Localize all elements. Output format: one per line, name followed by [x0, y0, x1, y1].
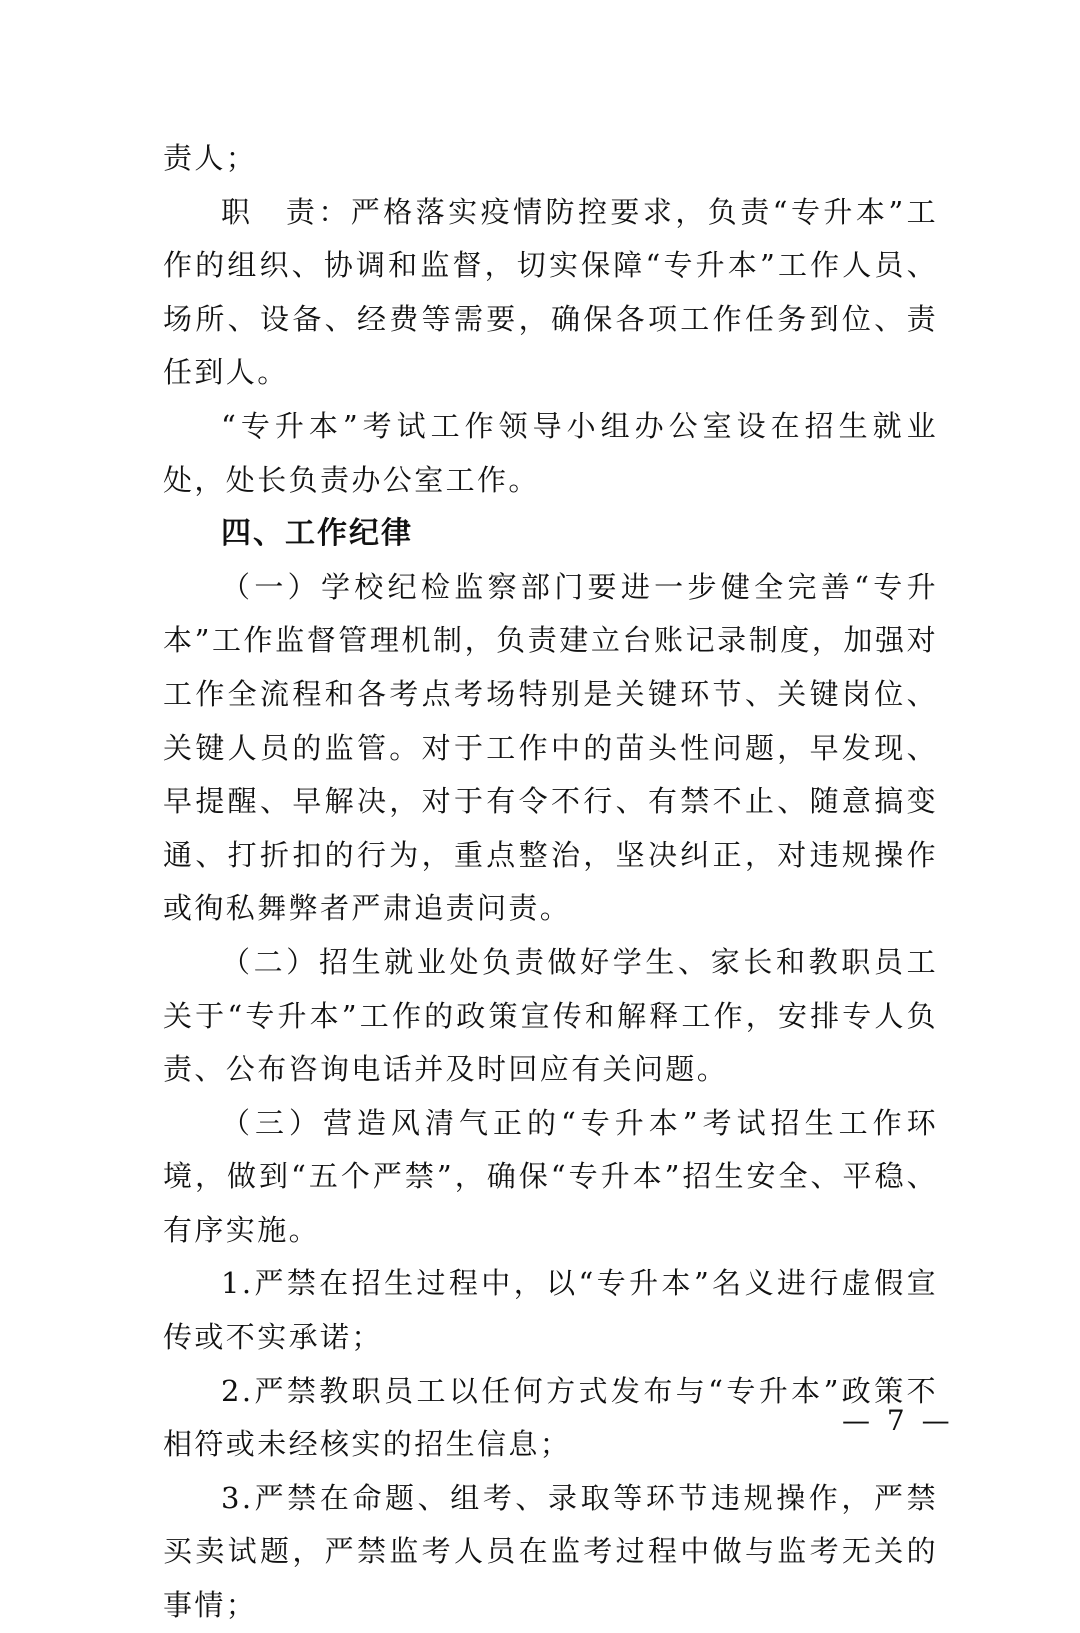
document-body	[163, 132, 938, 1633]
paragraph-prohibition-1: 1.严禁在招生过程中，以“专升本”名义进行虚假宣传或不实承诺；	[163, 1266, 938, 1355]
paragraph-prohibition-3: 3.严禁在命题、组考、录取等环节违规操作，严禁买卖试题，严禁监考人员在监考过程中做与监考无关的事情；	[163, 1480, 938, 1623]
paragraph-discipline-item-2: （二）招生就业处负责做好学生、家长和教职员工关于“专升本”工作的政策宣传和解释工作，安排专人负责、公布咨询电话并及时回应有关问题。	[163, 944, 938, 1087]
paragraph-discipline-item-3: （三）营造风清气正的“专升本”考试招生工作环境，做到“五个严禁”，确保“专升本”招生安全、平稳、有序实施。	[163, 1105, 938, 1247]
paragraph-discipline-item-1: （一）学校纪检监察部门要进一步健全完善“专升本”工作监督管理机制，负责建立台账记录制度，加强对工作全流程和各考点考场特别是关键环节、关键岗位、关键人员的监管。对于工作中的苗头性问题，早发现、早提醒、早解决，对于有令不行、有禁不止、随意搞变通、打折扣的行为，重点整治，坚决纠正，对违规操作或徇私舞弊者严肃追责问责。	[163, 569, 938, 926]
paragraph-office-location: “专升本”考试工作领导小组办公室设在招生就业处，处长负责办公室工作。	[163, 408, 938, 497]
paragraph-responsible-person: 责人；	[163, 141, 258, 175]
page-number: — 7 —	[842, 1404, 954, 1437]
section-heading-work-discipline: 四、工作纪律	[221, 516, 413, 552]
paragraph-prohibition-2: 2.严禁教职员工以任何方式发布与“专升本”政策不相符或未经核实的招生信息；	[163, 1373, 938, 1462]
paragraph-duties: 职 责：严格落实疫情防控要求，负责“专升本”工作的组织、协调和监督，切实保障“专升本”工作人员、场所、设备、经费等需要，确保各项工作任务到位、责任到人。	[163, 194, 938, 390]
